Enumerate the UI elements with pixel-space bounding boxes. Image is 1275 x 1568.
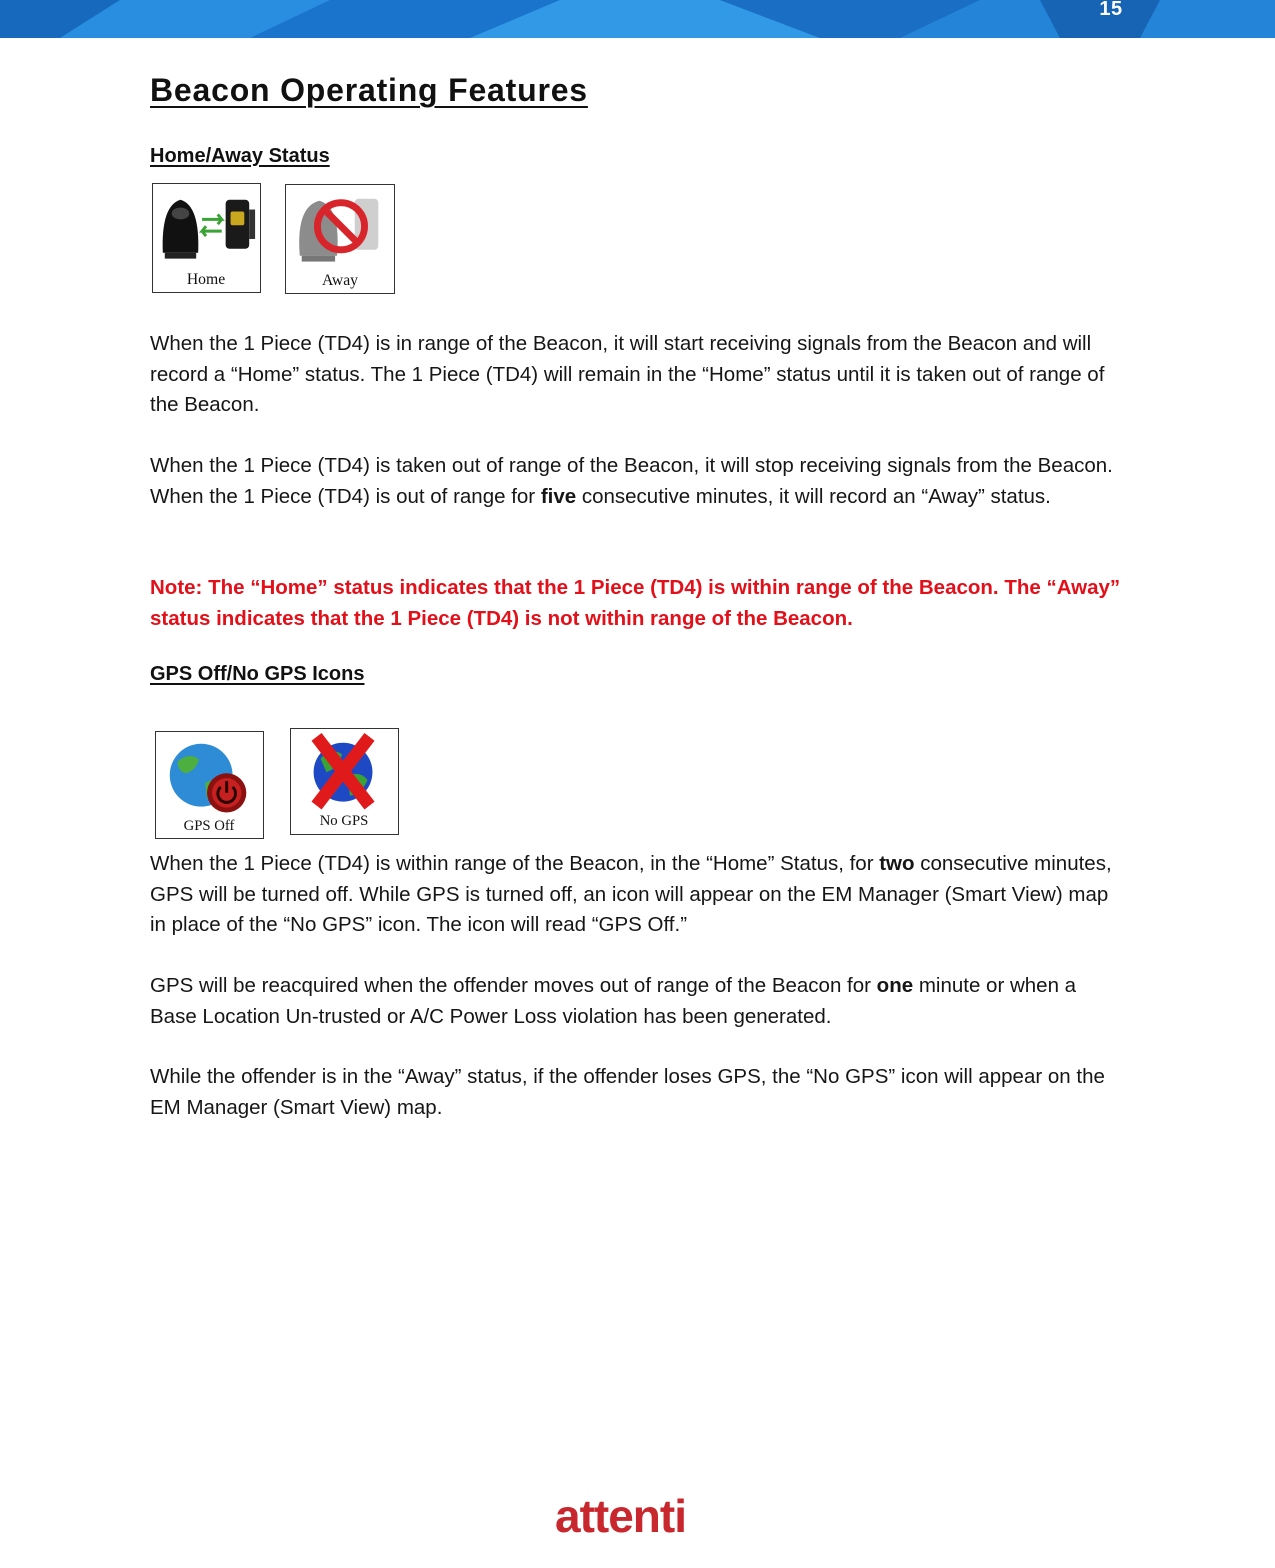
gps-reacquire-paragraph: GPS will be reacquired when the offender moves out of range of the Beacon for one minute or when a Base Location Un-trusted or A/C Power Loss violation has been generated. bbox=[150, 974, 1077, 1028]
attenti-logo bbox=[555, 1488, 725, 1545]
section-heading-home-away: Home/Away Status bbox=[150, 145, 330, 167]
gps-off-icon-label: GPS Off bbox=[183, 818, 235, 835]
header-banner bbox=[0, 0, 1275, 38]
page-number: 15 bbox=[1099, 0, 1123, 20]
no-gps-paragraph: While the offender is in the “Away” status, if the offender loses GPS, the “No GPS” icon will appear on the EM Manager (Smart View) map. bbox=[150, 1065, 1105, 1119]
away-status-paragraph: When the 1 Piece (TD4) is taken out of range of the Beacon, it will stop receiving signals from the Beacon. When the 1 Piece (TD4) is out of range for five consecutive minutes, it will record an “Away” status. bbox=[150, 454, 1113, 508]
no-gps-icon bbox=[290, 728, 399, 835]
home-away-note: Note: The “Home” status indicates that the 1 Piece (TD4) is within range of the Beacon. The “Away” status indicates that the 1 Piece (TD4) is not within range of the Beacon. bbox=[150, 576, 1121, 630]
no-gps-icon-label: No GPS bbox=[319, 813, 369, 830]
home-status-paragraph: When the 1 Piece (TD4) is in range of the Beacon, it will start receiving signals from the Beacon and will record a “Home” status. The 1 Piece (TD4) will remain in the “Home” status until it is taken out of range of the Beacon. bbox=[150, 332, 1105, 416]
gps-off-paragraph: When the 1 Piece (TD4) is within range of the Beacon, in the “Home” Status, for two consecutive minutes, GPS will be turned off. While GPS is turned off, an icon will appear on the EM Manager (Smart View) map in place of the “No GPS” icon. The icon will read “GPS Off.” bbox=[150, 852, 1112, 936]
home-status-icon bbox=[152, 183, 261, 293]
away-icon-label: Away bbox=[321, 272, 359, 290]
page-title: Beacon Operating Features bbox=[150, 72, 588, 108]
section-heading-gps: GPS Off/No GPS Icons bbox=[150, 663, 365, 685]
away-status-icon bbox=[285, 184, 395, 294]
attenti-logo-text: attenti bbox=[555, 1490, 686, 1540]
home-icon-label: Home bbox=[186, 271, 226, 289]
gps-off-icon bbox=[155, 731, 264, 839]
